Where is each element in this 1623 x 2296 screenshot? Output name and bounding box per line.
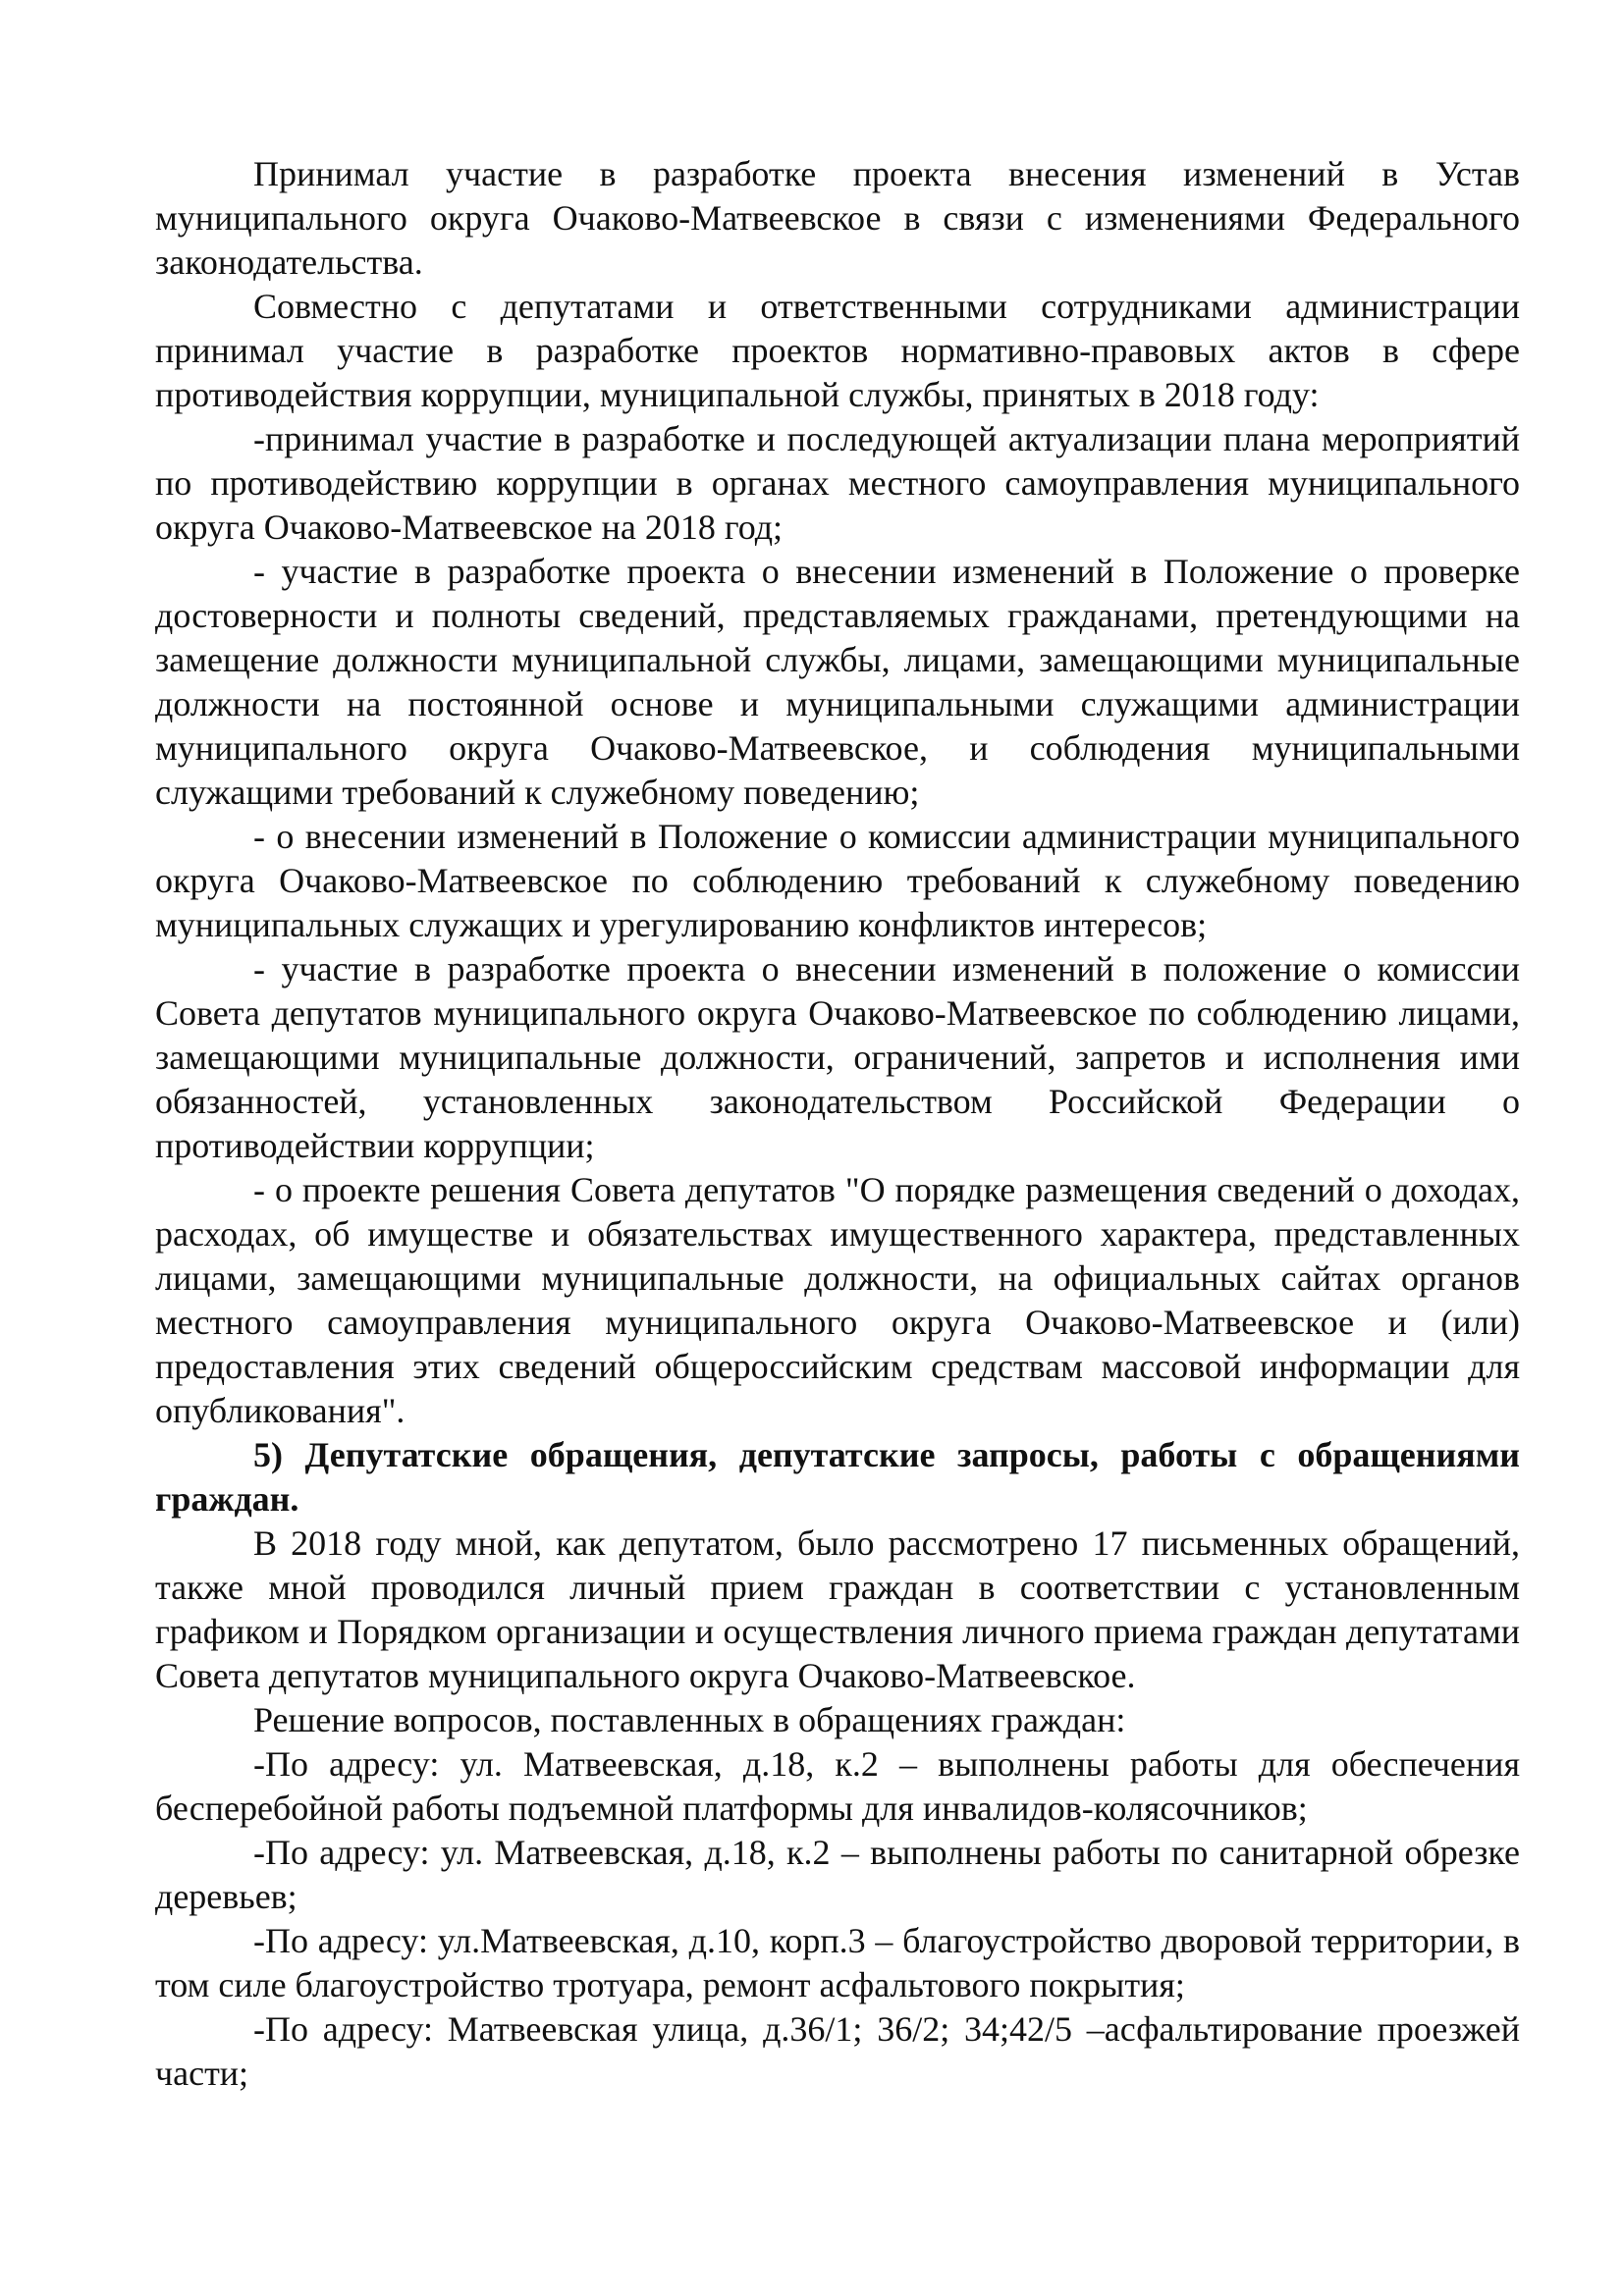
- list-item-road-paving: -По адресу: Матвеевская улица, д.36/1; 36/2; 34;42/5 –асфальтирование проезжей части;: [155, 2009, 1520, 2093]
- paragraph-appeals-intro: Решение вопросов, поставленных в обращениях граждан:: [253, 1700, 1126, 1739]
- list-item-lift-platform: -По адресу: ул. Матвеевская, д.18, к.2 – выполнены работы для обеспечения бесперебойной работы подъемной платформы для инвалидов-колясочников;: [155, 1744, 1520, 1828]
- paragraph-anticorruption-acts: Совместно с депутатами и ответственными сотрудниками администрации принимал участие в разработке проектов нормативно-правовых актов в сфере противодействия коррупции, муниципальной службы, принятых в 2018 году:: [155, 287, 1520, 414]
- paragraph-commission-administration: - о внесении изменений в Положение о комиссии администрации муниципального округа Очаково-Матвеевское по соблюдению требований к служебному поведению муниципальных служащих и урегулированию конфликтов интересов;: [155, 817, 1520, 944]
- paragraph-commission-council: - участие в разработке проекта о внесении изменений в положение о комиссии Совета депутатов муниципального округа Очаково-Матвеевское по соблюдению лицами, замещающими муниципальные должности, ограничений, запретов и исполнения ими обязанностей, установленных законодательством Российской Федерации о противодействии коррупции;: [155, 949, 1520, 1165]
- list-item-tree-pruning: -По адресу: ул. Матвеевская, д.18, к.2 – выполнены работы по санитарной обрезке деревьев;: [155, 1833, 1520, 1916]
- paragraph-appeals-summary: В 2018 году мной, как депутатом, было рассмотрено 17 письменных обращений, также мной проводился личный прием граждан в соответствии с установленным графиком и Порядком организации и осуществления личного приема граждан депутатами Совета депутатов муниципального округа Очаково-Матвеевское.: [155, 1523, 1520, 1695]
- paragraph-income-disclosure: - о проекте решения Совета депутатов "О порядке размещения сведений о доходах, расходах, об имуществе и обязательствах имущественного характера, представленных лицами, замещающими муниципальные должности, на официальных сайтах органов местного самоуправления муниципального округа Очаково-Матвеевское и (или) предоставления этих сведений общероссийским средствам массовой информации для опубликования".: [155, 1170, 1520, 1430]
- document-page: [155, 152, 1520, 2096]
- list-item-yard-improvement: -По адресу: ул.Матвеевская, д.10, корп.3 – благоустройство дворовой территории, в том силе благоустройство тротуара, ремонт асфальтового покрытия;: [155, 1921, 1520, 2004]
- section-heading-appeals: 5) Депутатские обращения, депутатские запросы, работы с обращениями граждан.: [155, 1435, 1520, 1519]
- paragraph-anticorruption-plan: -принимал участие в разработке и последующей актуализации плана мероприятий по противодействию коррупции в органах местного самоуправления муниципального округа Очаково-Матвеевское на 2018 год;: [155, 419, 1520, 547]
- paragraph-charter-amendments: Принимал участие в разработке проекта внесения изменений в Устав муниципального округа Очаково-Матвеевское в связи с изменениями Федерального законодательства.: [155, 154, 1520, 282]
- paragraph-verification-regulation: - участие в разработке проекта о внесении изменений в Положение о проверке достоверности и полноты сведений, представляемых гражданами, претендующими на замещение должности муниципальной службы, лицами, замещающими муниципальные должности на постоянной основе и муниципальными служащими администрации муниципального округа Очаково-Матвеевское, и соблюдения муниципальными служащими требований к служебному поведению;: [155, 552, 1520, 812]
